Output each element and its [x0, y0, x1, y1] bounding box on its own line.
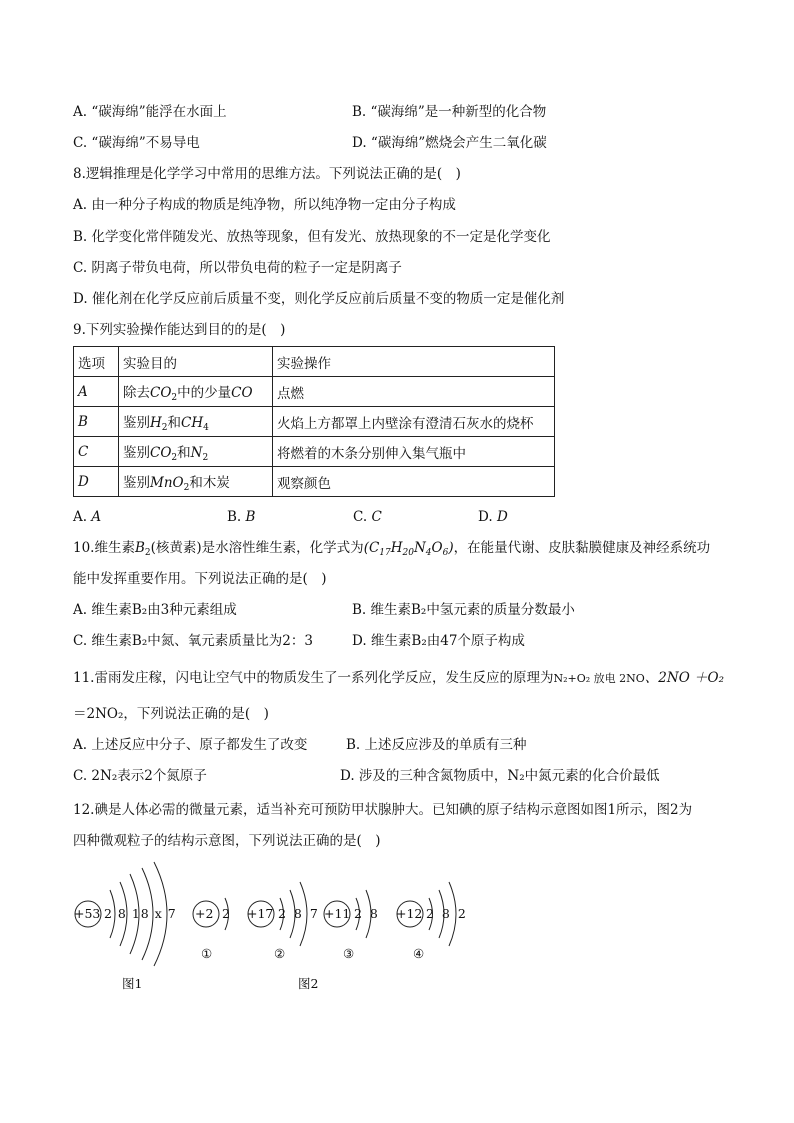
particle3-nucleus: +11 [324, 906, 351, 921]
q10-option-d: D. 维生素B₂由47个原子构成 [352, 633, 525, 649]
table-row [74, 467, 555, 497]
particle2-label: ② [274, 946, 286, 961]
row-goal: 鉴别$H_2$和$CH_4$ [119, 407, 273, 437]
q10-option-c: C. 维生素B₂中氮、氧元素质量比为2：3 [73, 633, 313, 649]
q11-stem-line2: ＝2NO₂，下列说法正确的是( ) [73, 706, 269, 722]
fig1-caption: 图1 [122, 976, 143, 991]
q8-option-d: D. 催化剂在化学反应前后质量不变，则化学反应前后质量不变的物质一定是催化剂 [73, 291, 565, 307]
q8-stem: 8.逻辑推理是化学学习中常用的思维方法。下列说法正确的是( ) [73, 166, 461, 182]
row-option: D [74, 467, 119, 497]
particle4-label: ④ [413, 946, 425, 961]
q8-option-b: B. 化学变化常伴随发光、放热等现象，但有发光、放热现象的不一定是化学变化 [73, 229, 551, 245]
particle3-label: ③ [343, 946, 355, 961]
q7-option-c: C. “碳海绵”不易导电 [73, 135, 200, 151]
q7-option-d: D. “碳海绵”燃烧会产生二氧化碳 [352, 135, 547, 151]
atom-structure-diagrams [70, 860, 490, 1000]
q10-stem-line1: 10.维生素$B_2$(核黄素)是水溶性维生素，化学式为$(C_{17}H_{20}N_4O_6)$，在能量代谢、皮肤黏膜健康及神经系统功 [73, 540, 711, 558]
q7-option-b: B. “碳海绵”是一种新型的化合物 [352, 104, 547, 120]
reaction-equation: N₂+O₂ 放电 2NO [553, 672, 645, 685]
particle3-shells: 2 8 [354, 906, 380, 921]
q12-stem-line1: 12.碘是人体必需的微量元素，适当补充可预防甲状腺肿大。已知碘的原子结构示意图如图1所示，图2为 [73, 802, 693, 818]
header-operation: 实验操作 [273, 347, 555, 377]
particle1-shells: 2 [222, 906, 230, 921]
q8-option-a: A. 由一种分子构成的物质是纯净物，所以纯净物一定由分子构成 [73, 197, 456, 213]
particle4-shells: 2 8 2 [426, 906, 468, 921]
particle1-nucleus: +2 [195, 906, 214, 921]
q12-stem-line2: 四种微观粒子的结构示意图，下列说法正确的是( ) [73, 833, 381, 849]
q10-option-b: B. 维生素B₂中氢元素的质量分数最小 [352, 602, 575, 618]
row-goal: 除去$CO_2$中的少量CO [119, 377, 273, 407]
q9-table [73, 346, 555, 497]
q9-answer-c: C. C [353, 509, 382, 525]
q9-answer-a: A. A [73, 509, 102, 525]
row-operation: 将燃着的木条分别伸入集气瓶中 [273, 437, 555, 467]
row-operation: 点燃 [273, 377, 555, 407]
q11-option-c: C. 2N₂表示2个氮原子 [73, 768, 207, 784]
particle2-nucleus: +17 [247, 906, 274, 921]
iodine-electron-shells: 2 8 18 x 7 [104, 906, 177, 921]
header-goal: 实验目的 [119, 347, 273, 377]
iodine-nucleus-charge: +53 [74, 906, 101, 921]
q8-option-c: C. 阴离子带负电荷，所以带负电荷的粒子一定是阴离子 [73, 260, 402, 276]
q11-stem-line1: 11.雷雨发庄稼，闪电让空气中的物质发生了一系列化学反应，发生反应的原理为N₂+O₂ 放电 2NO、2NO ＋O₂ [73, 670, 725, 686]
row-goal: 鉴别$CO_2$和$N_2$ [119, 437, 273, 467]
table-header-row [74, 347, 555, 377]
row-operation: 观察颜色 [273, 467, 555, 497]
fig2-caption: 图2 [298, 976, 319, 991]
particle4-nucleus: +12 [396, 906, 423, 921]
header-option: 选项 [74, 347, 119, 377]
row-goal: 鉴别MnO$_2$和木炭 [119, 467, 273, 497]
table-row [74, 437, 555, 467]
q10-option-a: A. 维生素B₂由3种元素组成 [73, 602, 237, 618]
q11-option-b: B. 上述反应涉及的单质有三种 [346, 737, 527, 753]
q7-option-a: A. “碳海绵”能浮在水面上 [73, 104, 227, 120]
q9-stem: 9.下列实验操作能达到目的的是( ) [73, 322, 286, 338]
q9-answer-b: B. B [227, 509, 256, 525]
q11-option-a: A. 上述反应中分子、原子都发生了改变 [73, 737, 308, 753]
particle1-label: ① [201, 946, 213, 961]
q10-stem-line2: 能中发挥重要作用。下列说法正确的是( ) [73, 571, 327, 587]
row-option: B [74, 407, 119, 437]
table-row [74, 377, 555, 407]
row-option: A [74, 377, 119, 407]
q11-option-d: D. 涉及的三种含氮物质中，N₂中氮元素的化合价最低 [340, 768, 660, 784]
table-row [74, 407, 555, 437]
q9-answer-d: D. D [478, 509, 508, 525]
particle2-shells: 2 8 7 [278, 906, 320, 921]
row-operation: 火焰上方都罩上内壁涂有澄清石灰水的烧杯 [273, 407, 555, 437]
row-option: C [74, 437, 119, 467]
